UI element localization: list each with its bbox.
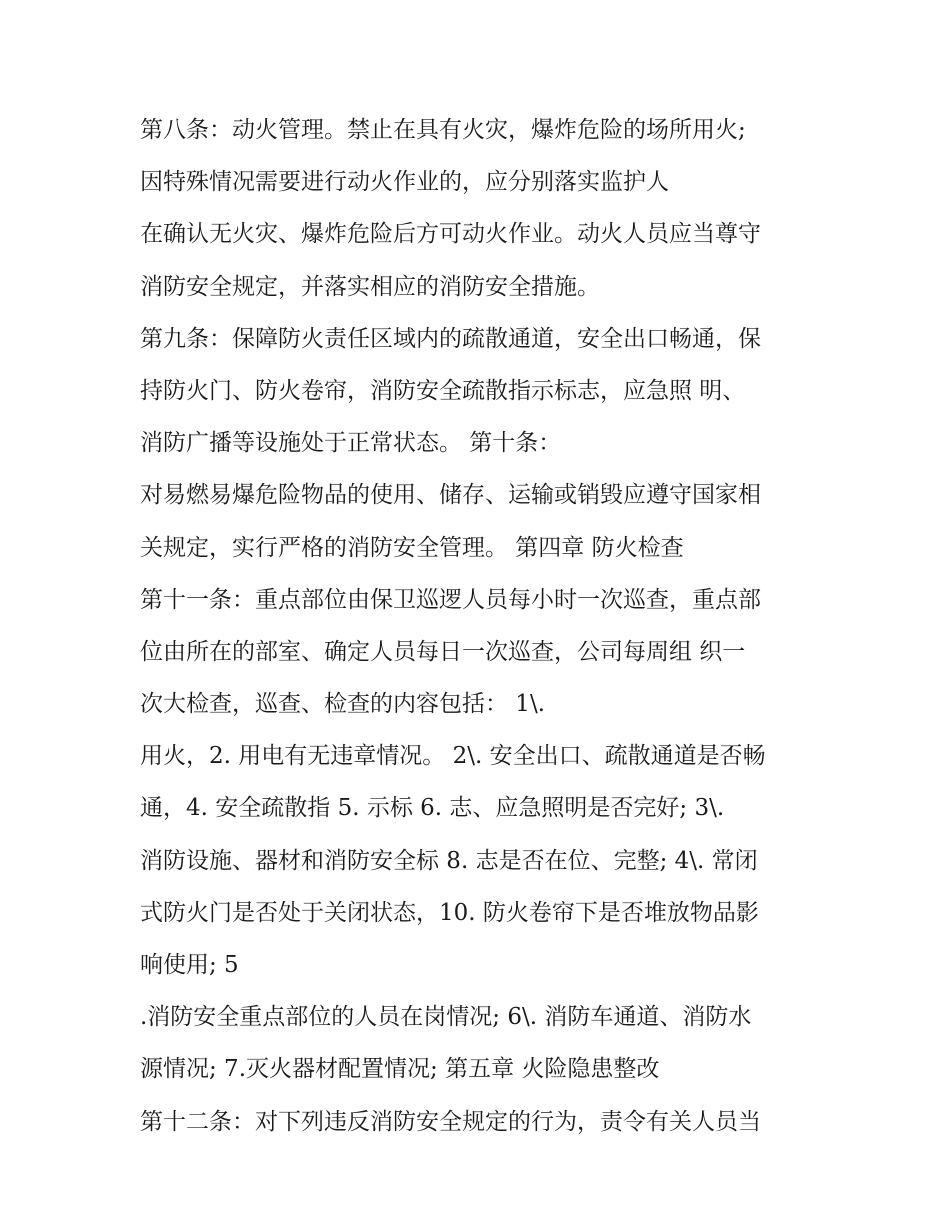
text-line: 对易燃易爆危险物品的使用、储存、运输或销毁应遵守国家相 bbox=[140, 482, 761, 509]
text-line: 式防火门是否处于关闭状态，10. 防火卷帘下是否堆放物品影 bbox=[140, 899, 759, 926]
text-line: 第九条：保障防火责任区域内的疏散通道，安全出口畅通，保 bbox=[140, 325, 761, 352]
text-line: 次大检查，巡查、检查的内容包括： 1\. bbox=[140, 691, 546, 718]
text-line: 关规定，实行严格的消防安全管理。 第四章 防火检查 bbox=[140, 534, 684, 561]
document-body bbox=[140, 104, 830, 1148]
text-line: 第八条：动火管理。禁止在具有火灾，爆炸危险的场所用火; bbox=[140, 117, 746, 143]
text-line: 通，4. 安全疏散指 5. 示标 6. 志、应急照明是否完好; 3\. bbox=[140, 795, 725, 822]
text-line: 因特殊情况需要进行动火作业的，应分别落实监护人 bbox=[140, 169, 669, 196]
text-line: 消防设施、器材和消防安全标 8. 志是否在位、完整; 4\. 常闭 bbox=[140, 847, 758, 874]
text-line: 源情况; 7.灭火器材配置情况; 第五章 火险隐患整改 bbox=[140, 1056, 660, 1083]
text-line: 第十一条：重点部位由保卫巡逻人员每小时一次巡查，重点部 bbox=[140, 586, 761, 613]
text-line: 第十二条：对下列违反消防安全规定的行为，责令有关人员当 bbox=[140, 1108, 761, 1135]
text-line: .消防安全重点部位的人员在岗情况; 6\. 消防车通道、消防水 bbox=[140, 1004, 752, 1031]
text-line: 响使用; 5 bbox=[140, 952, 239, 978]
text-line: 位由所在的部室、确定人员每日一次巡查，公司每周组 织一 bbox=[140, 638, 746, 665]
text-line: 消防广播等设施处于正常状态。 第十条： bbox=[140, 430, 562, 457]
text-line: 消防安全规定，并落实相应的消防安全措施。 bbox=[140, 273, 600, 300]
text-line: 用火，2. 用电有无违章情况。 2\. 安全出口、疏散通道是否畅 bbox=[140, 743, 766, 770]
text-line: 持防火门、防火卷帘，消防安全疏散指示标志，应急照 明、 bbox=[140, 377, 746, 404]
text-line: 在确认无火灾、爆炸危险后方可动火作业。动火人员应当尊守 bbox=[140, 221, 761, 248]
